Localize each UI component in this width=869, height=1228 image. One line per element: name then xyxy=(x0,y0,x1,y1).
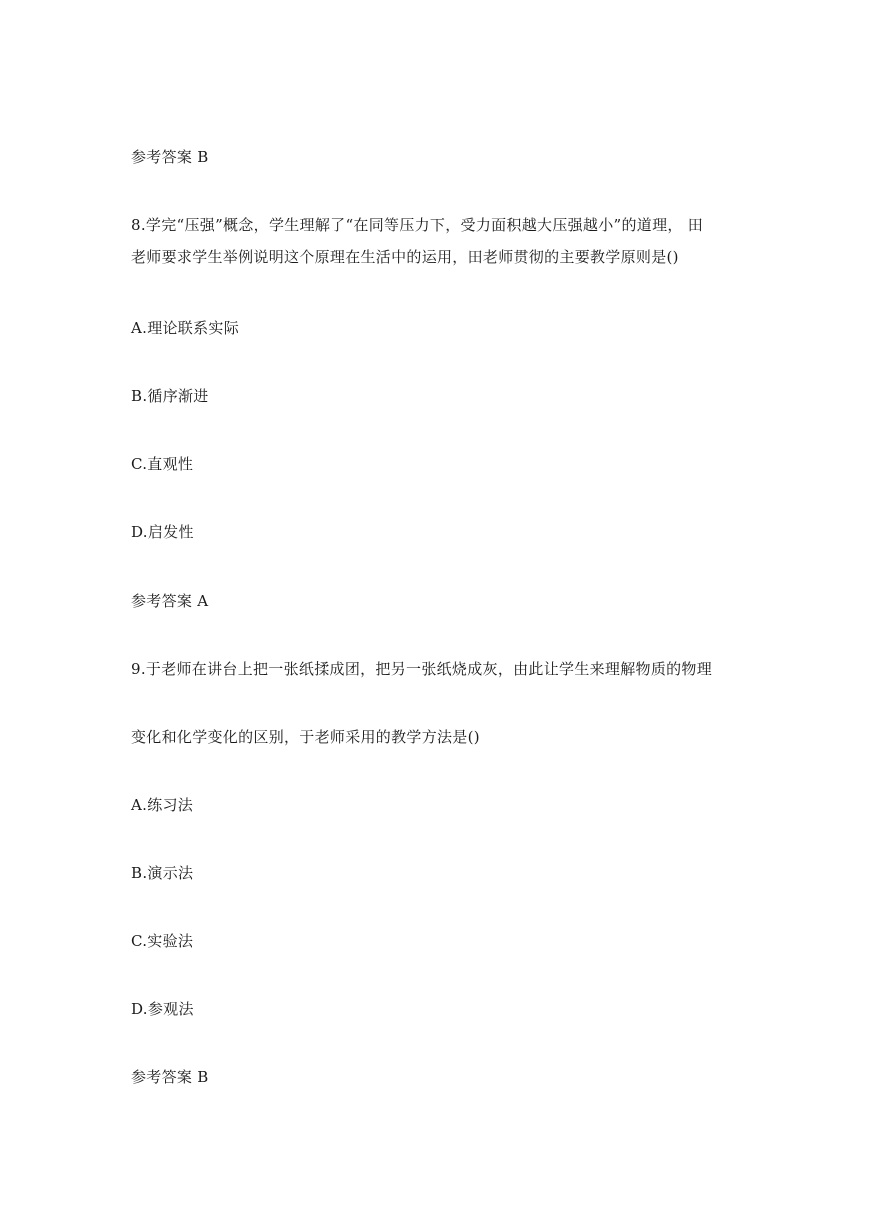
previous-answer: 参考答案 B xyxy=(131,148,209,166)
question-9-option-a: A.练习法 xyxy=(131,796,194,814)
question-8-answer: 参考答案 A xyxy=(131,592,209,610)
question-8-stem xyxy=(131,215,741,267)
question-8-option-b: B.循序渐进 xyxy=(131,387,209,405)
question-9-option-d: D.参观法 xyxy=(131,1000,194,1018)
question-9-stem-line-1: 9.于老师在讲台上把一张纸揉成团，把另一张纸烧成灰，由此让学生来理解物质的物理 xyxy=(131,660,713,678)
question-9-option-c: C.实验法 xyxy=(131,932,194,950)
question-8-option-a: A.理论联系实际 xyxy=(131,319,240,337)
question-9-stem-line-2: 变化和化学变化的区别，于老师采用的教学方法是() xyxy=(131,728,480,746)
question-9-option-b: B.演示法 xyxy=(131,864,194,882)
question-9-answer: 参考答案 B xyxy=(131,1068,209,1086)
question-8-stem-line-1: 8.学完“压强”概念，学生理解了“在同等压力下，受力面积越大压强越小”的道理， 田 xyxy=(131,216,704,234)
question-8-option-c: C.直观性 xyxy=(131,455,194,473)
question-8-stem-line-2: 老师要求学生举例说明这个原理在生活中的运用，田老师贯彻的主要教学原则是() xyxy=(131,248,679,266)
question-8-option-d: D.启发性 xyxy=(131,523,194,541)
